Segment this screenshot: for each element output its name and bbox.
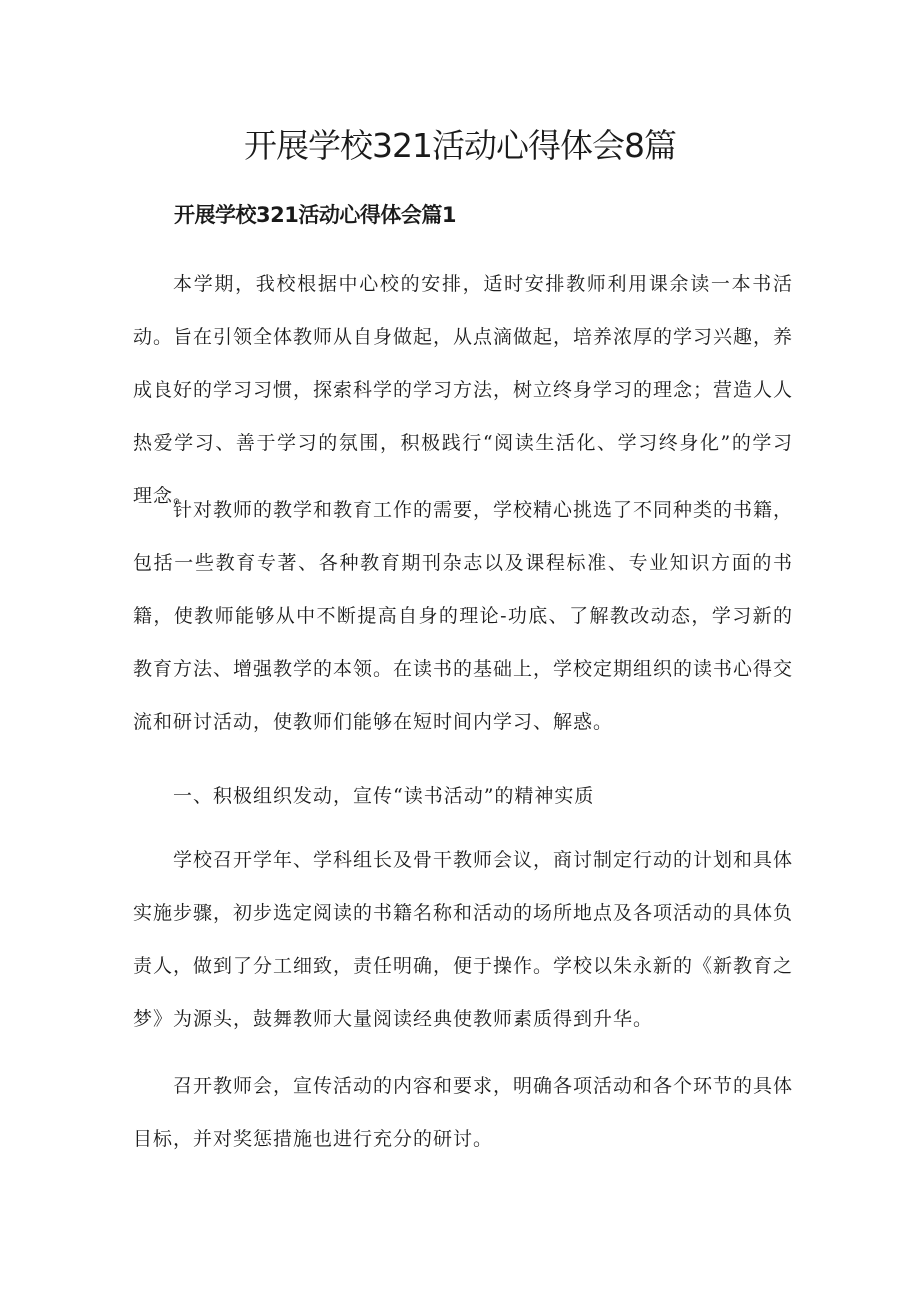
paragraph-intro: 本学期，我校根据中心校的安排，适时安排教师利用课余读一本书活动。旨在引领全体教师从自身做起，从点滴做起，培养浓厚的学习兴趣，养成良好的学习习惯，探索科学的学习方法，树立终身学习的理念；营造人人热爱学习、善于学习的氛围，积极践行“阅读生活化、学习终身化”的学习理念。 [133,273,794,507]
paragraph-teacher-meeting: 召开教师会，宣传活动的内容和要求，明确各项活动和各个环节的具体目标，并对奖惩措施也进行充分的研讨。 [133,1075,794,1150]
paragraph-section-one-heading: 一、积极组织发动，宣传“读书活动”的精神实质 [173,785,595,807]
section-heading: 开展学校321活动心得体会篇1 [174,203,456,227]
document-title: 开展学校321活动心得体会8篇 [244,126,676,165]
paragraph-book-selection: 针对教师的教学和教育工作的需要，学校精心挑选了不同种类的书籍，包括一些教育专著、各种教育期刊杂志以及课程标准、专业知识方面的书籍，使教师能够从中不断提高自身的理论-功底、了解教改动态，学习新的教育方法、增强教学的本领。在读书的基础上，学校定期组织的读书心得交流和研讨活动，使教师们能够在短时间内学习、解惑。 [133,499,794,733]
paragraph-meeting: 学校召开学年、学科组长及骨干教师会议，商讨制定行动的计划和具体实施步骤，初步选定阅读的书籍名称和活动的场所地点及各项活动的具体负责人，做到了分工细致，责任明确，便于操作。学校以朱永新的《新教育之梦》为源头，鼓舞教师大量阅读经典使教师素质得到升华。 [133,849,794,1030]
